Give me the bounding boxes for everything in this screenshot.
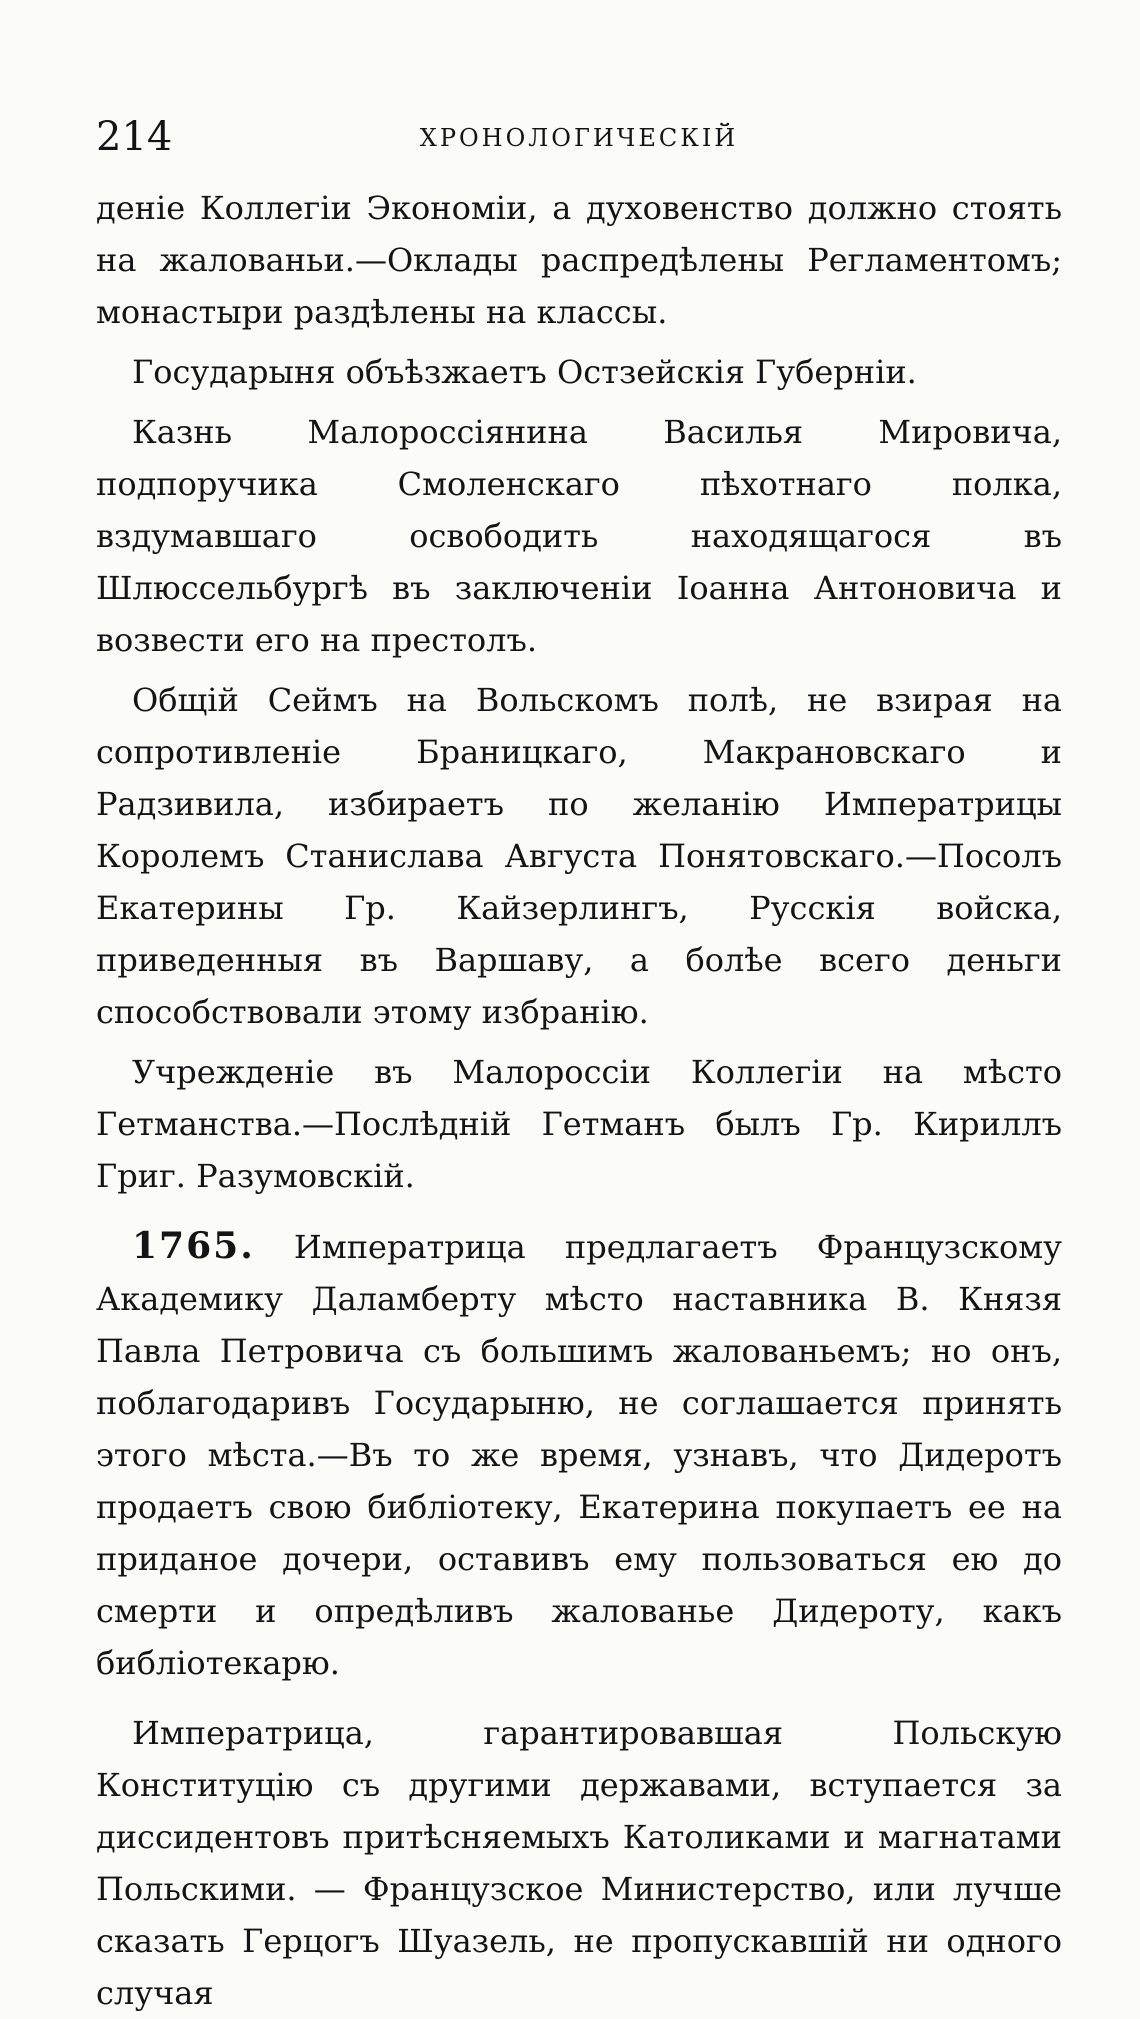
paragraph-7: Императрица, гарантировавшая Польскую Конституцію съ другими державами, вступается за диссидентовъ притѣсняемыхъ Католиками и магнатами Польскими. — Французское Министерство, или лучше сказать Герцогъ Шуазель, не пропускавшій ни одного случая — [96, 1714, 1062, 2012]
year-heading: 1765. — [132, 1225, 255, 1267]
page-number: 214 — [96, 114, 173, 160]
page-body — [96, 182, 1062, 2019]
paragraph-2: Государыня объѣзжаетъ Остзейскія Губерніи. — [132, 353, 917, 391]
paragraph-1: деніе Коллегіи Экономіи, а духовенство должно стоять на жалованьи.—Оклады распредѣлены Регламентомъ; монастыри раздѣлены на классы. — [96, 189, 1062, 331]
paragraph-6-text: Императрица предлагаетъ Французскому Академику Даламберту мѣсто наставника В. Князя Павла Петровича съ большимъ жалованьемъ; но онъ, поблагодаривъ Государыню, не соглашается принять этого мѣста.—Въ то же время, узнавъ, что Дидеротъ продаетъ свою библіотеку, Екатерина покупаетъ ее на приданое дочери, оставивъ ему пользоваться ею до смерти и опредѣливъ жалованье Дидероту, какъ библіотекарю. — [96, 1228, 1062, 1682]
paragraph-3: Казнь Малороссіянина Василья Мировича, подпоручика Смоленскаго пѣхотнаго полка, вздумавшаго освободить находящагося въ Шлюссельбургѣ въ заключеніи Іоанна Антоновича и возвести его на престолъ. — [96, 413, 1062, 659]
page-header — [96, 112, 1062, 162]
paragraph-5: Учрежденіе въ Малороссіи Коллегіи на мѣсто Гетманства.—Послѣдній Гетманъ былъ Гр. Кириллъ Григ. Разумовскій. — [96, 1053, 1062, 1195]
paragraph-6 — [96, 1220, 1062, 1689]
running-head: ХРОНОЛОГИЧЕСКІЙ — [419, 124, 739, 152]
paragraph-4: Общій Сеймъ на Вольскомъ полѣ, не взирая на сопротивленіе Браницкаго, Макрановскаго и Радзивила, избираетъ по желанію Императрицы Королемъ Станислава Августа Понятовскаго.—Посолъ Екатерины Гр. Кайзерлингъ, Русскія войска, приведенныя въ Варшаву, а болѣе всего деньги способствовали этому избранію. — [96, 681, 1062, 1031]
